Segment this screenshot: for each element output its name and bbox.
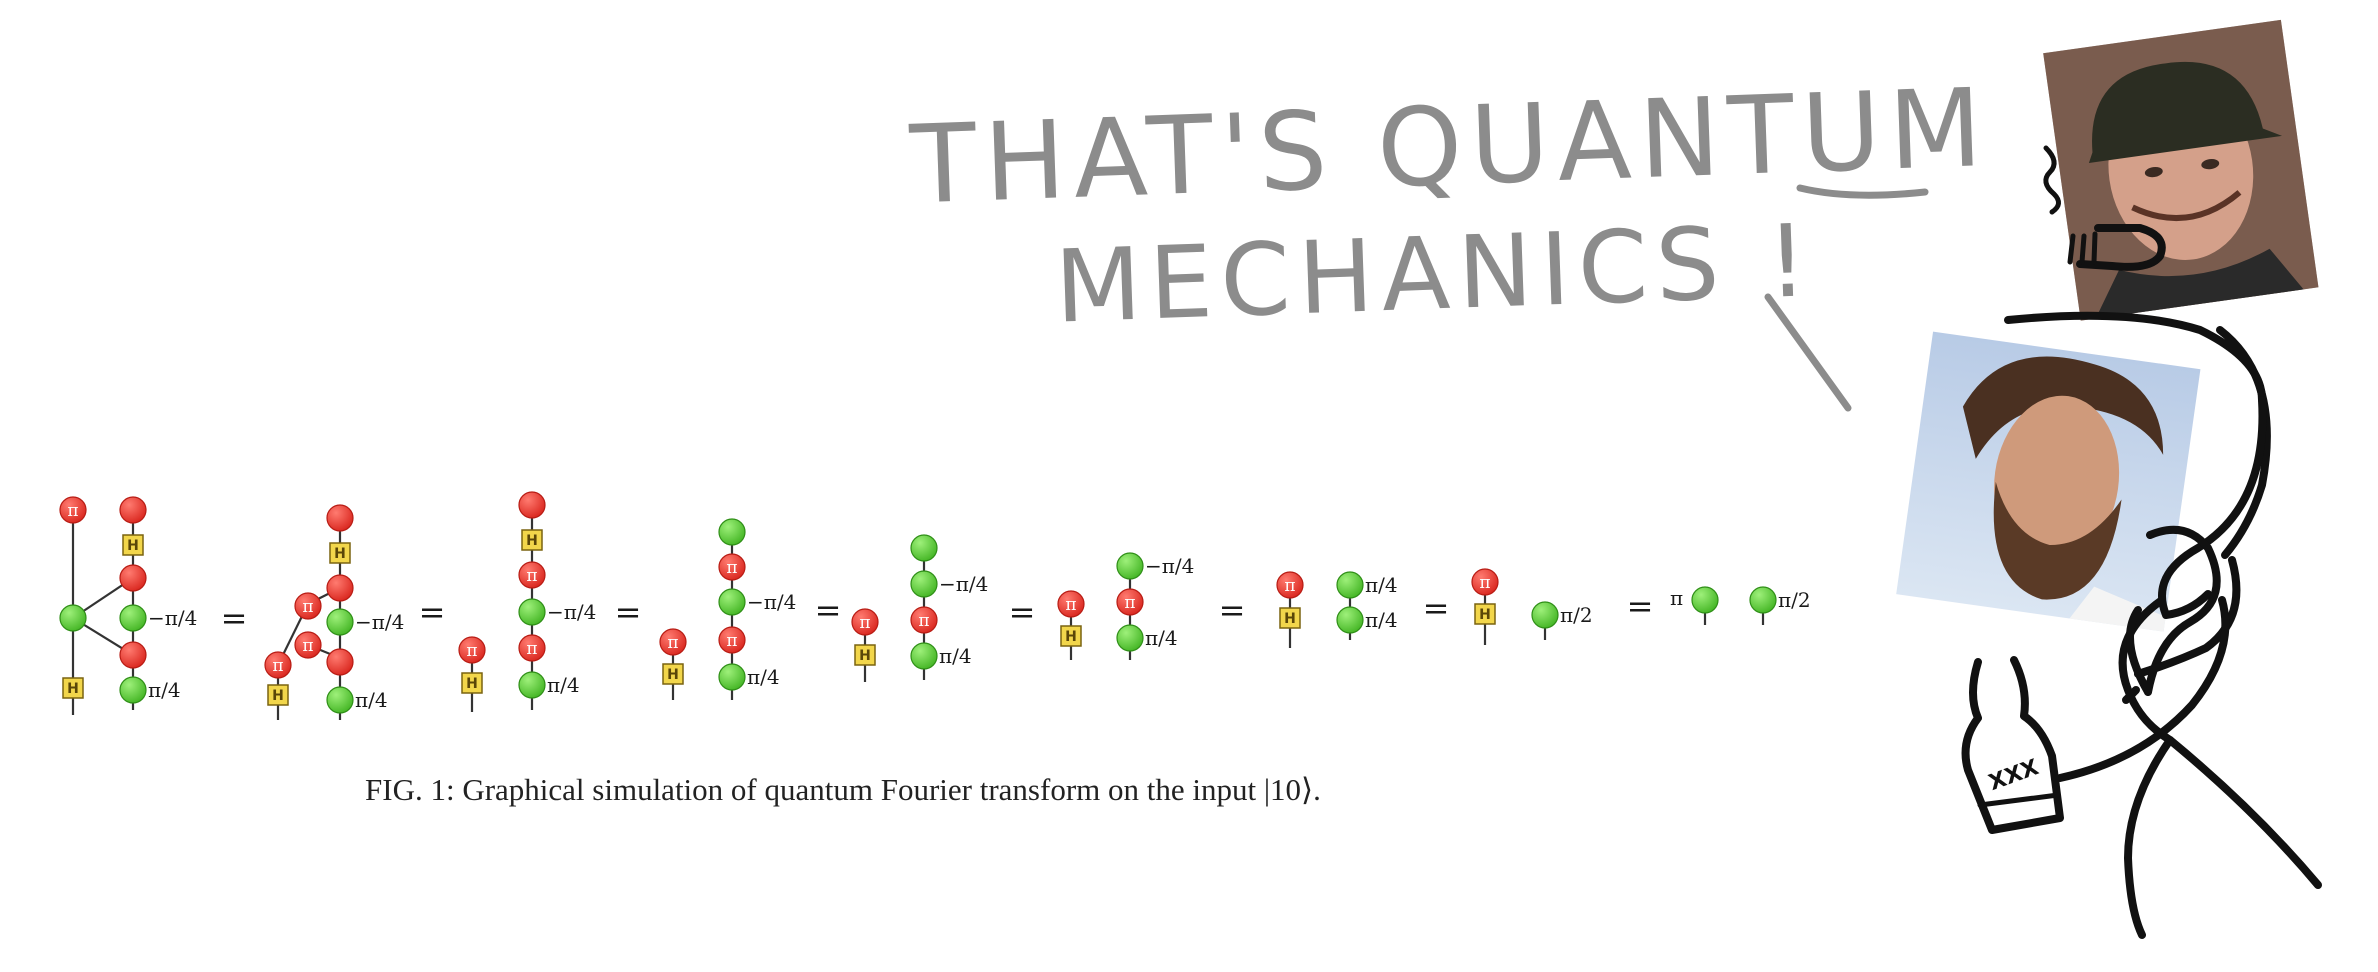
phase-label: π [1670, 586, 1684, 610]
red-node-pi: π [918, 611, 930, 631]
speech-line-1: THAT'S QUANTUM [908, 65, 1993, 229]
red-node-pi: π [1284, 576, 1296, 596]
green-spider-node [1532, 602, 1558, 628]
equals-sign: = [1218, 591, 1246, 629]
green-spider-node [1337, 572, 1363, 598]
phase-label: π/2 [1560, 603, 1593, 627]
green-spider-node [120, 605, 146, 631]
green-spider-node [120, 677, 146, 703]
phase-label: π/4 [1365, 573, 1398, 597]
red-node-pi: π [302, 636, 314, 656]
phase-label: π/4 [1145, 626, 1178, 650]
red-spider-node [120, 565, 146, 591]
phase-label: π/4 [1365, 608, 1398, 632]
green-spider-node [719, 519, 745, 545]
green-spider-node [327, 687, 353, 713]
red-node-pi: π [667, 633, 679, 653]
red-node-pi: π [1124, 593, 1136, 613]
red-spider-node [327, 575, 353, 601]
phase-label: π/4 [747, 665, 780, 689]
hadamard-label: H [466, 676, 478, 692]
red-node-pi: π [67, 501, 79, 521]
phase-label: −π/4 [747, 590, 797, 614]
green-spider-node [1337, 607, 1363, 633]
equals-sign: = [418, 593, 446, 631]
equals-sign: = [220, 599, 248, 637]
red-node-pi: π [526, 639, 538, 659]
equals-sign: = [1422, 589, 1450, 627]
hadamard-label: H [1065, 629, 1077, 645]
green-spider-node [519, 672, 545, 698]
photo-lower [1896, 332, 2200, 632]
green-spider-node [911, 571, 937, 597]
red-spider-node [327, 649, 353, 675]
phase-label: π/4 [355, 688, 388, 712]
red-node-pi: π [526, 566, 538, 586]
green-spider-node [719, 589, 745, 615]
equals-sign: = [1626, 587, 1654, 625]
green-spider-node [1117, 553, 1143, 579]
hadamard-label: H [272, 688, 284, 704]
red-node-pi: π [302, 597, 314, 617]
green-spider-node [1750, 587, 1776, 613]
red-node-pi: π [1479, 573, 1491, 593]
red-node-pi: π [466, 641, 478, 661]
green-spider-node [911, 643, 937, 669]
red-spider-node [327, 505, 353, 531]
green-spider-node [60, 605, 86, 631]
red-spider-node [519, 492, 545, 518]
red-spider-node [120, 497, 146, 523]
green-spider-node [519, 599, 545, 625]
phase-label: π/2 [1778, 588, 1811, 612]
green-spider-node [1117, 625, 1143, 651]
equals-sign: = [814, 591, 842, 629]
phase-label: −π/4 [148, 606, 198, 630]
phase-label: −π/4 [1145, 554, 1195, 578]
green-spider-node [327, 609, 353, 635]
phase-label: π/4 [148, 678, 181, 702]
zx-diagram-sequence [60, 492, 1811, 720]
red-node-pi: π [726, 631, 738, 651]
red-spider-node [120, 642, 146, 668]
red-node-pi: π [859, 613, 871, 633]
equals-sign: = [1008, 593, 1036, 631]
bottle-label: XXX [1985, 755, 2043, 796]
hadamard-label: H [127, 538, 139, 554]
speech-bubble [907, 66, 1992, 408]
red-node-pi: π [1065, 595, 1077, 615]
hadamard-label: H [334, 546, 346, 562]
equals-sign: = [614, 593, 642, 631]
hadamard-label: H [1284, 611, 1296, 627]
hadamard-label: H [67, 681, 79, 697]
red-node-pi: π [272, 656, 284, 676]
red-node-pi: π [726, 558, 738, 578]
phase-label: −π/4 [939, 572, 989, 596]
phase-label: π/4 [547, 673, 580, 697]
green-spider-node [1692, 587, 1718, 613]
figure-caption: FIG. 1: Graphical simulation of quantum Fourier transform on the input |10⟩. [365, 772, 1321, 807]
hadamard-label: H [667, 667, 679, 683]
photo-upper [2043, 20, 2318, 321]
phase-label: −π/4 [547, 600, 597, 624]
phase-label: π/4 [939, 644, 972, 668]
hadamard-label: H [1479, 607, 1491, 623]
speech-line-2: MECHANICS ! [1053, 202, 1818, 346]
hadamard-label: H [859, 648, 871, 664]
hadamard-label: H [526, 533, 538, 549]
smoke-icon [2046, 148, 2059, 212]
green-spider-node [911, 535, 937, 561]
phase-label: −π/4 [355, 610, 405, 634]
green-spider-node [719, 664, 745, 690]
